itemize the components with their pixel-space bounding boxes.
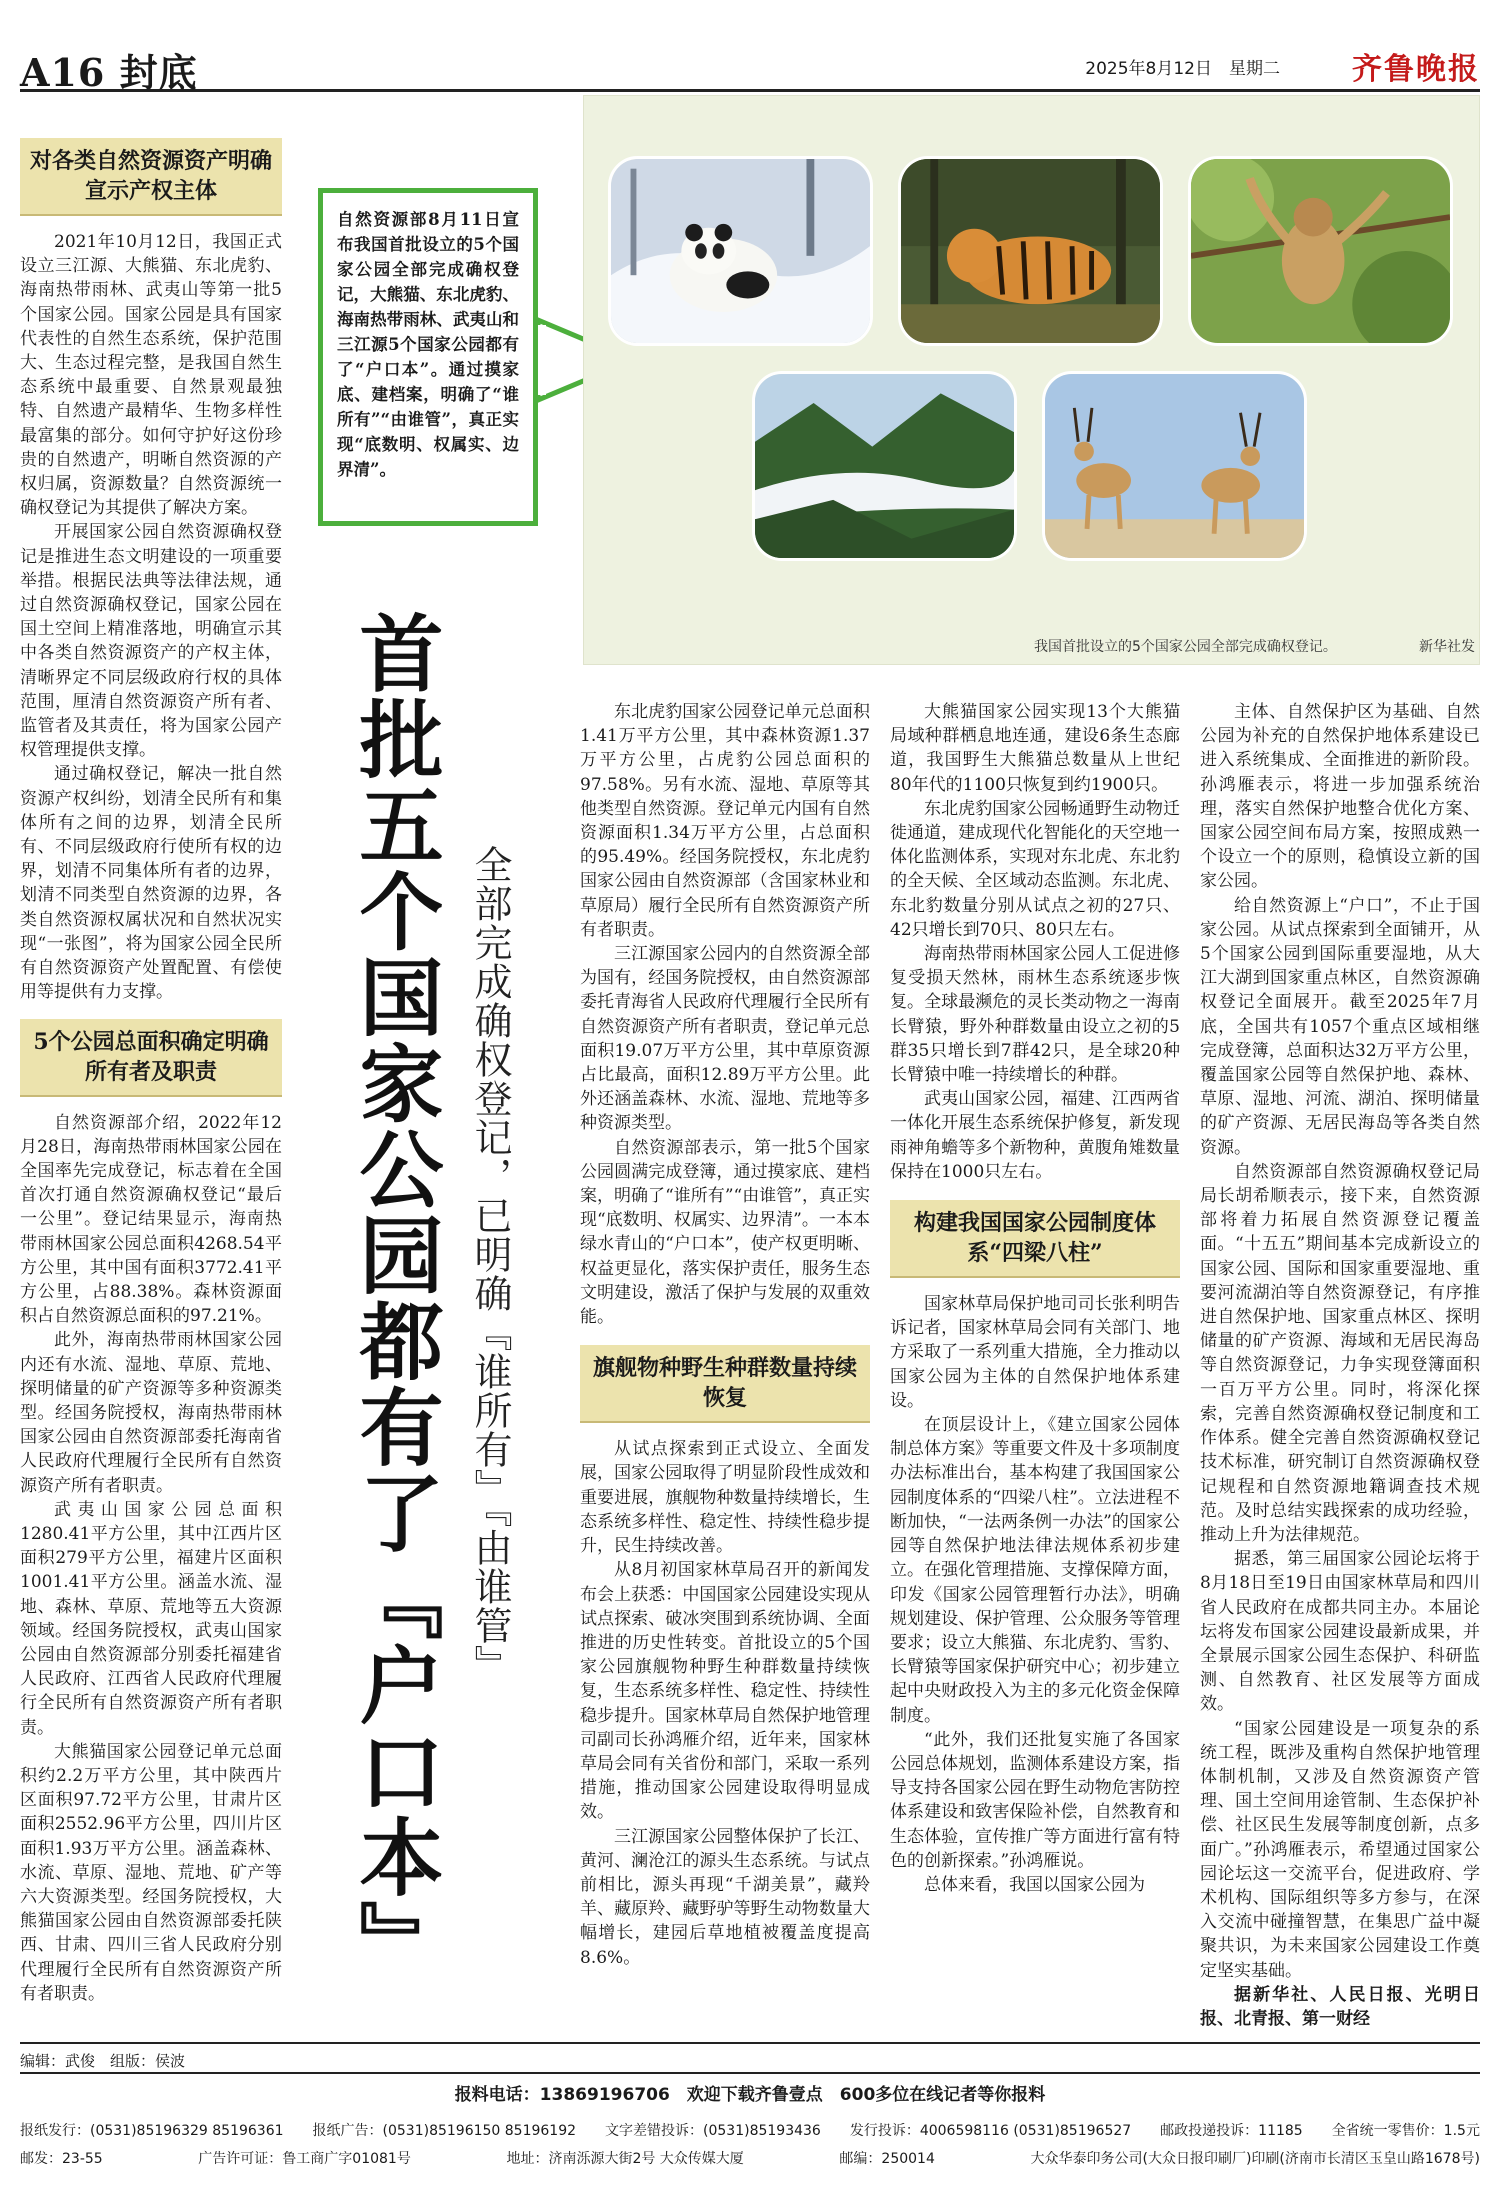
hotline-banner: 报料电话：13869196706 欢迎下载齐鲁壹点 600多位在线记者等你报料: [454, 2085, 1046, 2105]
photo-caption: 我国首批设立的5个国家公园全部完成确权登记。: [1034, 639, 1337, 655]
paragraph: 三江源国家公园内的自然资源全部为国有，经国务院授权，由自然资源部委托青海省人民政府代理履行全民所有自然资源资产所有者职责，登记单元总面积19.07万平方公里，其中草原资源占比最高，面积12.89万平方公里。此外还涵盖森林、水流、湿地、荒地等多种资源类型。: [580, 944, 870, 1134]
column-left: [20, 132, 282, 2006]
photo-mountains: [752, 371, 1017, 561]
paragraph: 海南热带雨林国家公园人工促进修复受损天然林，雨林生态系统逐步恢复。全球最濒危的灵长类动物之一海南长臂猿，野外种群数量由设立之初的5群35只增长到7群42只，是全球20种长臂猿中唯一持续增长的种群。: [890, 944, 1180, 1086]
paragraph: 东北虎豹国家公园畅通野生动物迁徙通道，建成现代化智能化的天空地一体化监测体系，实现对东北虎、东北豹的全天候、全区域动态监测。东北虎、东北豹数量分别从试点之初的27只、42只增长到70只、80只左右。: [890, 798, 1180, 940]
footer-row-1: [20, 2120, 1480, 2140]
callout-box: [318, 188, 538, 526]
paragraph: 通过确权登记，解决一批自然资源产权纠纷，划清全民所有和集体所有之间的边界，划清全民所有、不同层级政府行使所有权的边界，划清不同集体所有者的边界，划清不同类型自然资源的边界，各类自然资源权属状况和自然状况实现“一张图”，将为国家公园全民所有自然资源资产处置配置、有偿使用等提供有力支撑。: [20, 764, 282, 1003]
issue-date: 2025年8月12日 星期二: [1085, 59, 1280, 79]
paragraph: 大熊猫国家公园实现13个大熊猫局域种群栖息地连通，建设6条生态廊道，我国野生大熊猫总数量从上世纪80年代的1100只恢复到约1900只。: [890, 702, 1180, 795]
footer-item: 邮编：250014: [839, 2151, 935, 2167]
paragraph: 开展国家公园自然资源确权登记是推进生态文明建设的一项重要举措。根据民法典等法律法规，通过自然资源确权登记，国家公园在国土空间上精准落地，明确宣示其中各类自然资源资产的产权主体，清晰界定不同层级政府行权的具体范围，厘清自然资源资产所有者、监管者及其责任，将为国家公园产权管理提供支撑。: [20, 522, 282, 761]
paragraph: 从试点探索到正式设立、全面发展，国家公园取得了明显阶段性成效和重要进展，旗舰物种数量持续增长，生态系统多样性、稳定性、持续性稳步提升，民生持续改善。: [580, 1439, 870, 1557]
paragraph: 给自然资源上“户口”，不止于国家公园。从试点探索到全面铺开，从5个国家公园到国际重要湿地，从大江大湖到国家重点林区，自然资源确权登记全面展开。截至2025年7月底，全国共有1057个重点区域相继完成登簿，总面积达32万平方公里，覆盖国家公园等自然保护地、森林、草原、湿地、河流、湖泊、探明储量的矿产资源、无居民海岛等各类自然资源。: [1200, 895, 1480, 1158]
footer-item: 大众华泰印务公司(大众日报印刷厂)印刷(济南市长清区玉皇山路1678号): [1030, 2151, 1480, 2167]
paragraph: 大熊猫国家公园登记单元总面积约2.2万平方公里，其中陕西片区面积97.72平方公里，甘肃片区面积2552.96平方公里，四川片区面积1.93万平方公里。涵盖森林、水流、草原、湿地、荒地、矿产等六大资源类型。经国务院授权，大熊猫国家公园由自然资源部委托陕西、甘肃、四川三省人民政府分别代理履行全民所有自然资源资产所有者职责。: [20, 1741, 282, 2004]
paragraph: 东北虎豹国家公园登记单元总面积1.41万平方公里，其中森林资源1.37万平方公里，占虎豹公园总面积的97.58%。另有水流、湿地、草原等其他类型自然资源。登记单元内国有自然资源面积1.34万平方公里，占总面积的95.49%。经国务院授权，东北虎豹国家公园由自然资源部（含国家林业和草原局）履行全民所有自然资源资产所有者职责。: [580, 702, 870, 940]
paragraph: 自然资源部介绍，2022年12月28日，海南热带雨林国家公园在全国率先完成登记，标志着在全国首次打通自然资源确权登记“最后一公里”。登记结果显示，海南热带雨林国家公园总面积4268.54平方公里，其中国有面积3772.41平方公里，占88.38%。森林资源面积占自然资源总面积的97.21%。: [20, 1112, 282, 1327]
footer-item: 邮发：23-55: [20, 2151, 103, 2167]
footer-divider: [20, 2042, 1480, 2044]
photo-gibbon: [1188, 156, 1453, 346]
footer-item: 发行投诉：4006598116 (0531)85196527: [849, 2123, 1132, 2139]
paragraph: 从8月初国家林草局召开的新闻发布会上获悉：中国国家公园建设实现从试点探索、破冰突围到系统协调、全面推进的历史性转变。首批设立的5个国家公园旗舰物种野生种群数量持续恢复，生态系统多样性、稳定性、持续性稳步提升。国家林草局自然保护地管理司副司长孙鸿雁介绍，近年来，国家林草局会同有关省份和部门，采取一系列措施，推动国家公园建设取得明显成效。: [580, 1560, 870, 1823]
paragraph: 总体来看，我国以国家公园为: [924, 1874, 1145, 1895]
paragraph: 武夷山国家公园总面积1280.41平方公里，其中江西片区面积279平方公里，福建片区面积1001.41平方公里。涵盖水流、湿地、森林、草原、荒地等五大资源领域。经国务院授权，武夷山国家公园由自然资源部分别委托福建省人民政府、江西省人民政府代理履行全民所有自然资源资产所有者职责。: [20, 1499, 282, 1738]
paragraph: 2021年10月12日，我国正式设立三江源、大熊猫、东北虎豹、海南热带雨林、武夷山等第一批5个国家公园。国家公园是具有国家代表性的自然生态系统，保护范围大、生态过程完整，是我国自然生态系统中最重要、自然景观最独特、自然遗产最精华、生物多样性最富集的部分。如何守护好这份珍贵的自然遗产，明晰自然资源的产权归属，资源数量？自然资源统一确权登记为其提供了解决方案。: [20, 232, 282, 519]
paragraph: 三江源国家公园整体保护了长江、黄河、澜沧江的源头生态系统。与试点前相比，源头再现“千湖美景”，藏羚羊、藏原羚、藏野驴等野生动物数量大幅增长，建园后草地植被覆盖度提高8.6%。: [580, 1826, 870, 1968]
paragraph: 据悉，第三届国家公园论坛将于8月18日至19日由国家林草局和四川省人民政府在成都共同主办。本届论坛将发布国家公园建设最新成果，并全景展示国家公园生态保护、科研监测、自然教育、社区发展等方面成效。: [1200, 1549, 1480, 1715]
paragraph: 自然资源部自然资源确权登记局局长胡希顺表示，接下来，自然资源部将着力拓展自然资源登记覆盖面。“十五五”期间基本完成新设立的国家公园、国际和国家重要湿地、重要河流湖泊等自然资源登记，有序推进自然保护地、国家重点林区、探明储量的矿产资源、海域和无居民海岛等自然资源登记，力争实现登簿面积一百万平方公里。同时，将深化探索，完善自然资源确权登记制度和工作体系。健全完善自然资源确权登记技术标准，研究制订自然资源确权登记规程和自然资源地籍调查技术规范。及时总结实践探索的成功经验，推动上升为法律规范。: [1200, 1161, 1480, 1545]
main-headline: 首批五个国家公园都有了『户口本』: [346, 610, 445, 1986]
column-c: [1200, 700, 1480, 2031]
footer-item: 全省统一零售价：1.5元: [1331, 2123, 1480, 2139]
photo-panel: [583, 95, 1480, 665]
paragraph: “国家公园建设是一项复杂的系统工程，既涉及重构自然保护地管理体制机制，又涉及自然资源资产管理、国土空间用途管制、生态保护补偿、社区民生发展等制度创新，点多面广。”孙鸿雁表示，希望通过国家公园论坛这一交流平台，促进政府、学术机构、国际组织等多方参与，在深入交流中碰撞智慧，在集思广益中凝聚共识，为未来国家公园建设工作奠定坚实基础。: [1200, 1718, 1480, 1981]
photo-panda: [608, 156, 873, 346]
footer-item: 报纸广告：(0531)85196150 85196192: [312, 2123, 577, 2139]
subheading-1: 对各类自然资源资产明确宣示产权主体: [20, 138, 282, 216]
editor-credit: 编辑：武俊 组版：侯波: [20, 2052, 186, 2070]
footer-item: 广告许可证：鲁工商广字01081号: [198, 2151, 411, 2167]
paragraph: 自然资源部表示，第一批5个国家公园圆满完成登簿，通过摸家底、建档案，明确了“谁所有”“由谁管”，真正实现“底数明、权属实、边界清”。一本本绿水青山的“户口本”，使产权更明晰、权益更显化，落实保护责任，服务生态文明建设，激活了保护与发展的双重效能。: [580, 1137, 870, 1328]
sub-headline: 全部完成确权登记，已明确『谁所有』『由谁管』: [468, 845, 512, 1684]
photo-antelopes: [1042, 371, 1307, 561]
subheading-3: 旗舰物种野生种群数量持续恢复: [580, 1345, 870, 1423]
footer-item: 地址：济南泺源大街2号 大众传媒大厦: [506, 2151, 744, 2167]
paragraph: “此外，我们还批复实施了各国家公园总体规划，监测体系建设方案，指导支持各国家公园在野生动物危害防控体系建设和致害保险补偿，自然教育和生态体验，宣传推广等方面进行富有特色的创新探索。”孙鸿雁说。: [890, 1729, 1180, 1871]
column-a: [580, 700, 870, 1970]
column-b: [890, 700, 1180, 1897]
source-line: 据新华社、人民日报、光明日报、北青报、第一财经: [1200, 1984, 1480, 2029]
footer-divider: [20, 2072, 1480, 2074]
paragraph: 此外，海南热带雨林国家公园内还有水流、湿地、草原、荒地、探明储量的矿产资源等多种资源类型。经国务院授权，海南热带雨林国家公园由自然资源部委托海南省人民政府代理履行全民所有自然资源资产所有者职责。: [20, 1330, 282, 1496]
photo-credit: 新华社发: [1419, 639, 1475, 655]
callout-text: 自然资源部8月11日宣布我国首批设立的5个国家公园全部完成确权登记，大熊猫、东北虎豹、海南热带雨林、武夷山和三江源5个国家公园都有了“户口本”。通过摸家底、建档案，明确了“谁所有”“由谁管”，真正实现“底数明、权属实、边界清”。: [337, 210, 519, 479]
footer-item: 邮政投递投诉：11185: [1160, 2123, 1303, 2139]
paragraph: 武夷山国家公园，福建、江西两省一体化开展生态系统保护修复，新发现雨神角蟾等多个新物种，黄腹角雉数量保持在1000只左右。: [890, 1089, 1180, 1182]
subheading-2: 5个公园总面积确定明确所有者及职责: [20, 1019, 282, 1097]
paragraph: 国家林草局保护地司司长张利明告诉记者，国家林草局会同有关部门、地方采取了一系列重大措施，全力推动以国家公园为主体的自然保护地体系建设。: [890, 1294, 1180, 1411]
subheading-4: 构建我国国家公园制度体系“四梁八柱”: [890, 1200, 1180, 1278]
photo-tiger: [898, 156, 1163, 346]
paragraph: 主体、自然保护区为基础、自然公园为补充的自然保护地体系建设已进入系统集成、全面推进的新阶段。孙鸿雁表示，将进一步加强系统治理，落实自然保护地整合优化方案、国家公园空间布局方案，按照成熟一个设立一个的原则，稳慎设立新的国家公园。: [1200, 702, 1480, 892]
footer-item: 文字差错投诉：(0531)85193436: [605, 2123, 821, 2139]
footer-item: 报纸发行：(0531)85196329 85196361: [20, 2123, 284, 2139]
page-number: A16 封底: [20, 50, 198, 95]
footer-row-2: [20, 2148, 1480, 2168]
page-header: [20, 40, 1480, 95]
newspaper-logo: 齐鲁晚报: [1352, 52, 1480, 87]
paragraph: 在顶层设计上，《建立国家公园体制总体方案》等重要文件及十多项制度办法标准出台，基本构建了我国国家公园制度体系的“四梁八柱”。立法进程不断加快，“一法两条例一办法”的国家公园等自然保护地法律法规体系初步建立。在强化管理措施、支撑保障方面，印发《国家公园管理暂行办法》，明确规划建设、保护管理、公众服务等管理要求；设立大熊猫、东北虎豹、雪豹、长臂猿等国家保护研究中心；初步建立起中央财政投入为主的多元化资金保障制度。: [890, 1415, 1180, 1726]
